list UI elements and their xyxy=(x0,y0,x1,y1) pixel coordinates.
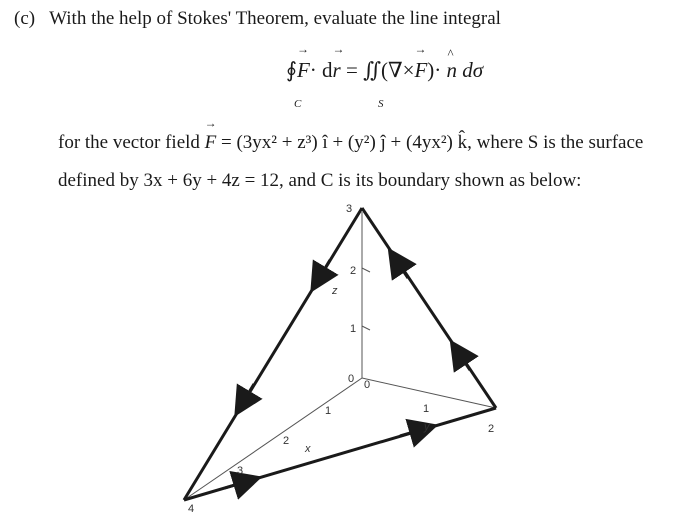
x-axis-line xyxy=(184,378,362,500)
surface-clause: where S is the surface xyxy=(476,132,644,153)
x-tick-label-1: 1 xyxy=(325,405,332,417)
arrow-right-edge-2 xyxy=(396,260,408,278)
arrow-right-edge xyxy=(458,352,470,370)
x-tick-label-2: 2 xyxy=(283,435,290,447)
z-tick-label-0: 0 xyxy=(348,373,355,385)
subscript-c: C xyxy=(294,98,302,110)
y-tick-label-1: 1 xyxy=(423,403,430,415)
z-tick-label-2: 2 xyxy=(350,265,357,277)
y-tick-label-0: 0 xyxy=(364,379,371,391)
z-tick-label-1: 1 xyxy=(350,323,357,335)
arrow-bottom-edge-2 xyxy=(400,429,424,436)
equals-sign: = xyxy=(345,58,358,82)
y-tick-label-2: 2 xyxy=(488,423,495,435)
vector-f: → F xyxy=(297,58,310,83)
dot-sign: · xyxy=(434,58,442,82)
paren-open: (∇ xyxy=(380,58,403,82)
x-tick-label-4: 4 xyxy=(188,503,195,515)
paren-close: ) xyxy=(427,58,435,82)
z-tick-1 xyxy=(362,326,370,330)
question-intro: With the help of Stokes' Theorem, evaluate the line integral xyxy=(49,8,501,29)
question-label: (c) xyxy=(14,8,36,29)
y-axis-label: y xyxy=(424,421,430,433)
subscript-s: S xyxy=(378,98,384,110)
z-tick-label-3: 3 xyxy=(346,203,353,215)
z-axis-label: z xyxy=(332,285,338,297)
arrow-left-edge xyxy=(318,260,330,280)
boundary-edge-right xyxy=(362,208,496,408)
z-tick-2 xyxy=(362,268,370,272)
x-tick-label-3: 3 xyxy=(237,465,244,477)
vector-r: → r xyxy=(333,58,341,83)
x-axis-label: x xyxy=(305,443,311,455)
vector-f-2: → F xyxy=(414,58,427,83)
double-integral-icon: ∬ xyxy=(363,58,381,82)
cross-sign: × xyxy=(402,58,415,82)
surface-definition: defined by 3x + 6y + 4z = 12, and C is its boundary shown as below: xyxy=(58,170,582,191)
dot-d-text: · d xyxy=(309,58,333,82)
d-sigma: dσ xyxy=(462,58,484,82)
arrow-left-edge-lower xyxy=(242,384,254,404)
arrow-bottom-edge xyxy=(225,481,248,488)
field-intro: for the vector field xyxy=(58,132,200,153)
unit-normal: ^ n xyxy=(447,58,458,83)
contour-integral-icon: ∮ xyxy=(286,58,297,82)
field-F-symbol: → F xyxy=(205,132,217,154)
field-expression: = (3yx² + z³) î + (y²) ĵ + (4yx²) k̂, xyxy=(221,132,472,153)
